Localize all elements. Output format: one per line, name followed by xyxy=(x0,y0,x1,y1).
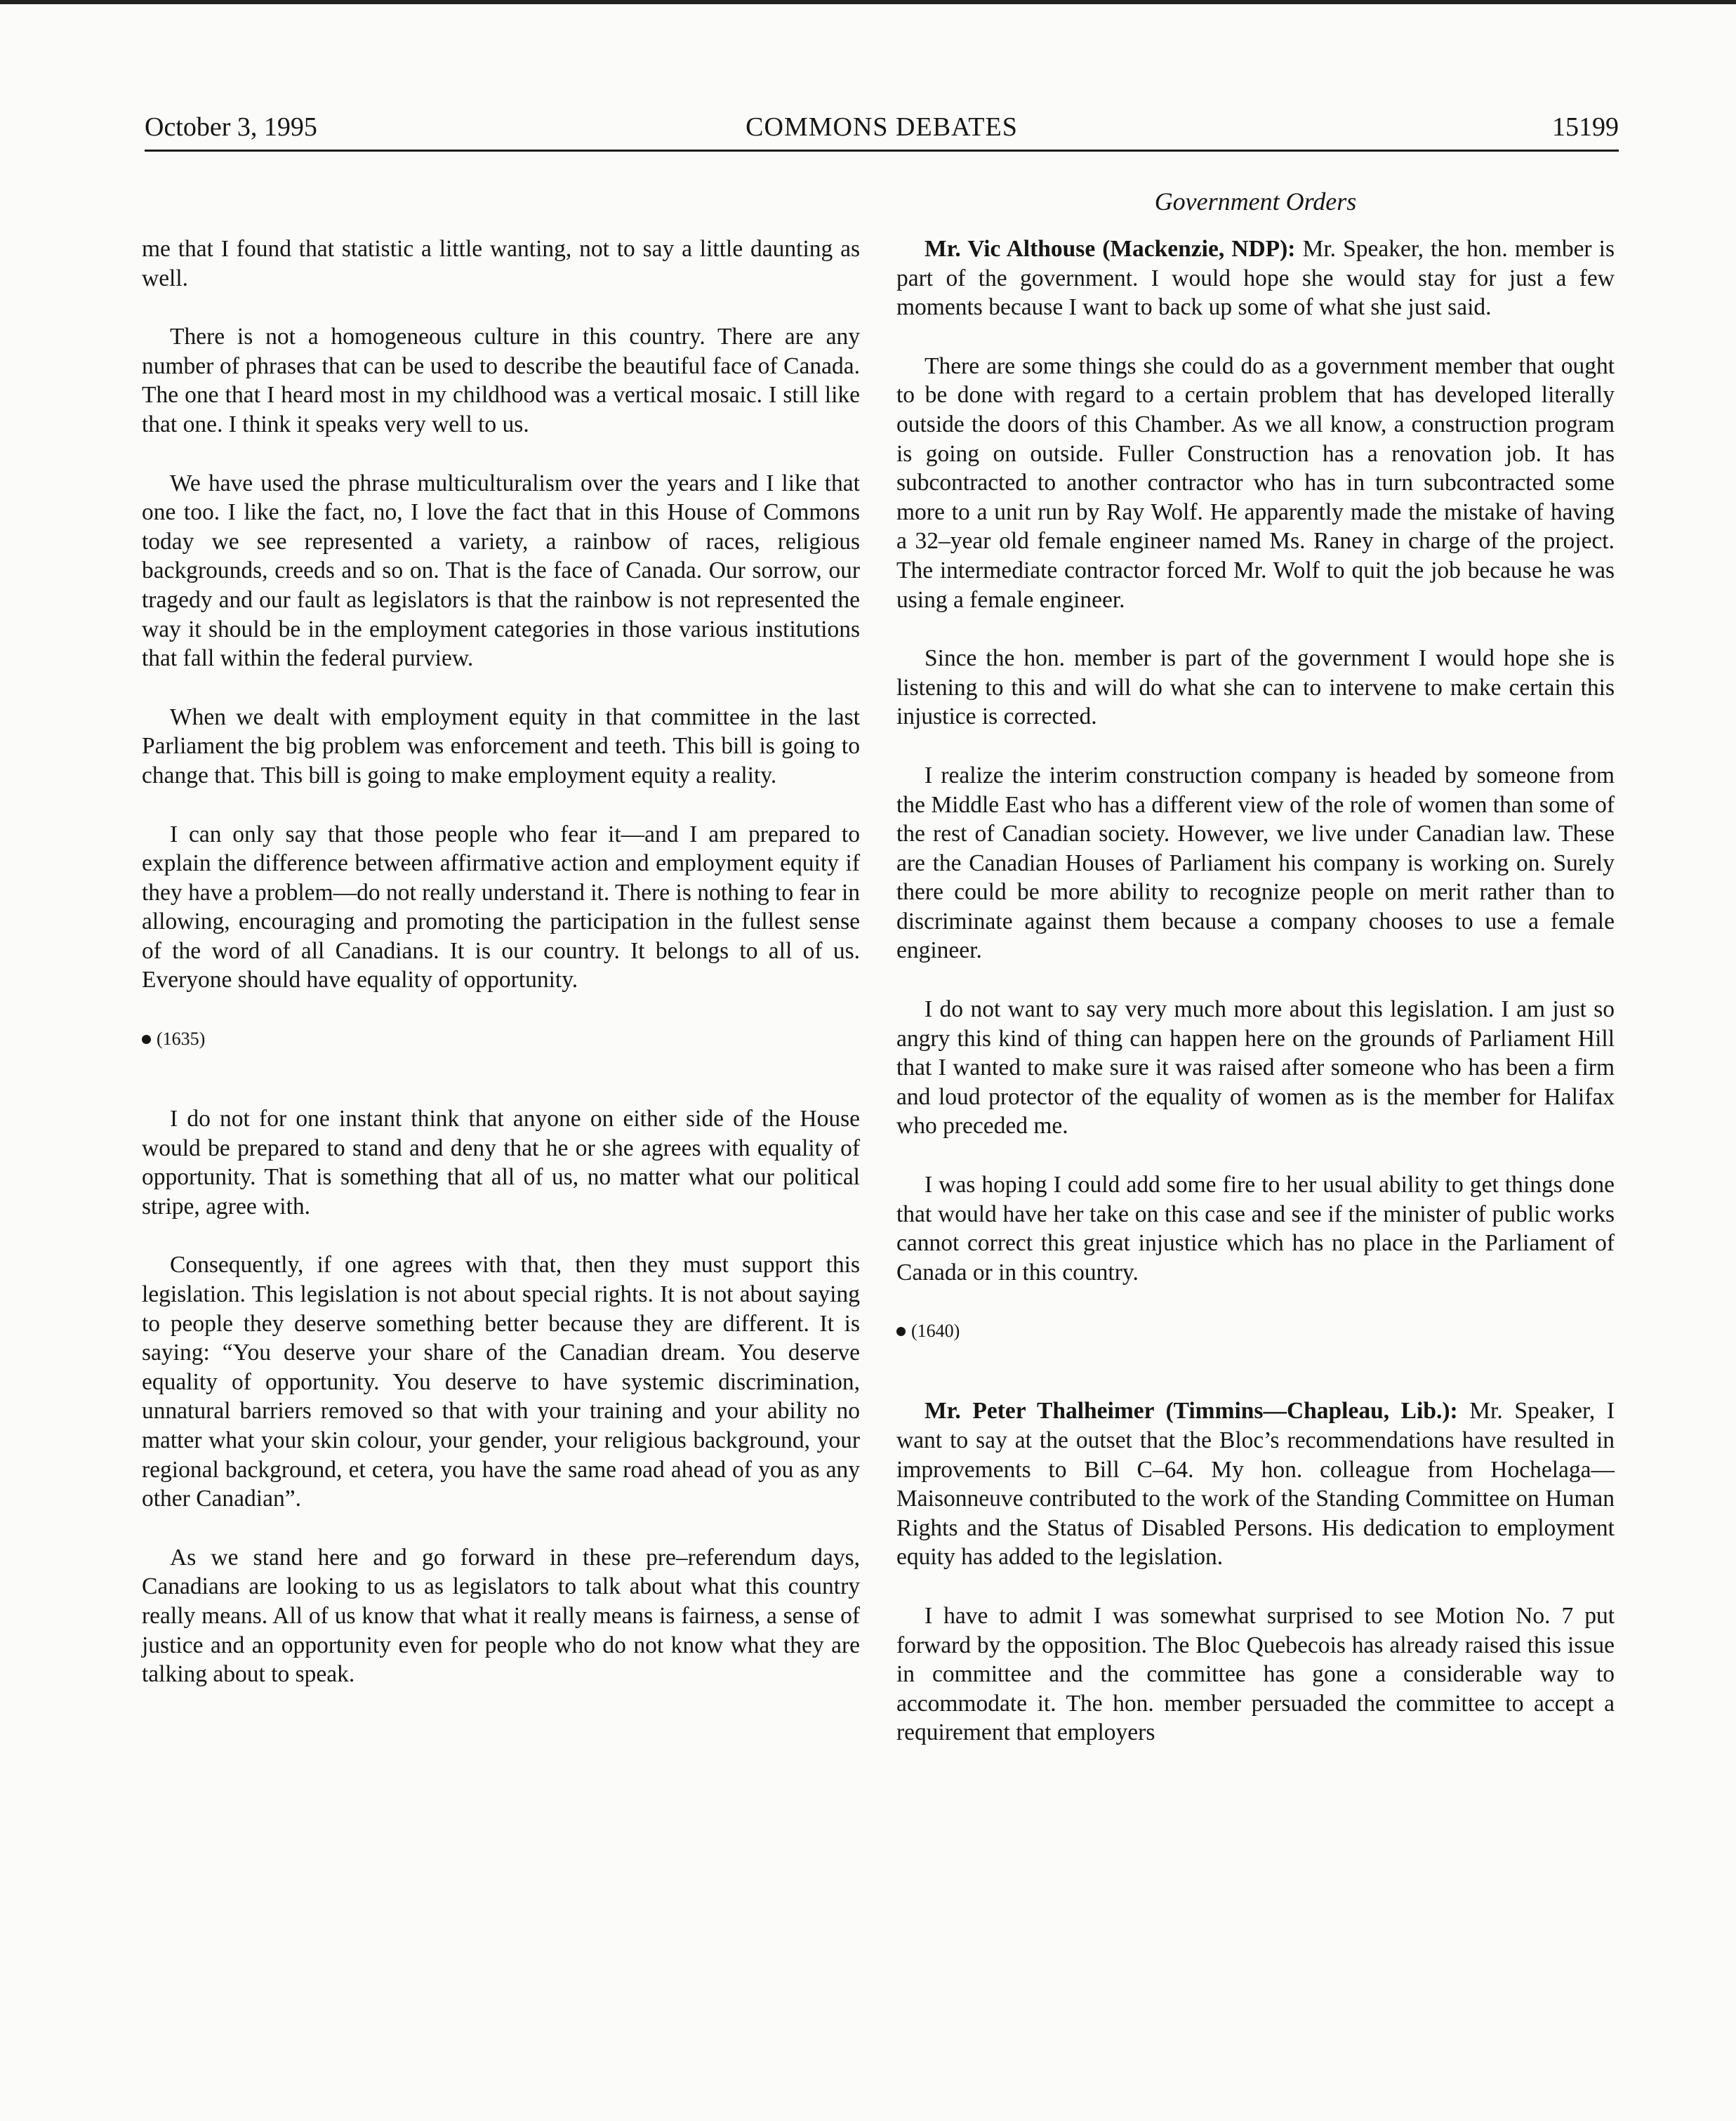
page-header xyxy=(145,105,1619,149)
paragraph: When we dealt with employment equity in that committee in the last Parliament the big problem was enforcement and teeth. This bill is going to change that. This bill is going to make employment equity a reality. xyxy=(142,703,860,788)
speaker-name: Mr. Peter Thalheimer (Timmins—Chapleau, Lib.): xyxy=(925,1398,1458,1425)
time-marker xyxy=(142,1024,860,1054)
paragraph: We have used the phrase multiculturalism over the years and I like that one too. I like the fact, no, I love the fact that in this House of Commons today we see represented a variety, a rainbow of races, religious backgrounds, creeds and so on. That is the face of Canada. Our sorrow, our tragedy and our fault as legislators is that the rainbow is not represented the way it should be in the employment categories in those various institutions that fall within the federal purview. xyxy=(142,470,860,672)
paragraph: I can only say that those people who fear it—and I am prepared to explain the difference between affirmative action and employment equity if they have a problem—do not really understand it. There is nothing to fear in allowing, encouraging and promoting the participation in the fullest sense of the word of all Canadians. It is our country. It belongs to all of us. Everyone should have equality of opportunity. xyxy=(142,821,860,993)
paragraph: There are some things she could do as a government member that ought to be done with regard to a certain problem that has developed literally outside the doors of this Chamber. As we all know, a construction program is going on outside. Fuller Construction has a renovation job. It has subcontracted to another contractor who has in turn subcontracted some more to a unit run by Ray Wolf. He apparently made the mistake of having a 32–year old female engineer named Ms. Raney in charge of the project. The intermediate contractor forced Mr. Wolf to quit the job because he was using a female engineer. xyxy=(896,352,1615,613)
paragraph: I do not for one instant think that anyone on either side of the House would be prepared to stand and deny that he or she agrees with equality of opportunity. That is something that all of us, no matter what our political stripe, agree with. xyxy=(142,1106,860,1220)
time-marker-text: (1635) xyxy=(157,1029,206,1050)
time-marker-text: (1640) xyxy=(911,1321,960,1342)
bullet-icon xyxy=(896,1327,906,1336)
speech-thalheimer xyxy=(896,1396,1615,1572)
left-column xyxy=(142,234,860,1719)
speech-text: Mr. Speaker, the hon. member is part of the government. I would hope she would stay for just a few moments because I want to back up some of what she just said. xyxy=(896,236,1615,321)
paragraph: There is not a homogeneous culture in this country. There are any number of phrases that can be used to describe the beautiful face of Canada. The one that I heard most in my childhood was a vertical mosaic. I still like that one. I think it speaks very well to us. xyxy=(142,324,860,437)
right-column xyxy=(896,234,1615,1777)
bullet-icon xyxy=(142,1035,151,1044)
paragraph: Since the hon. member is part of the government I would hope she is listening to this and will do what she can to intervene to make certain this injustice is corrected. xyxy=(896,645,1615,730)
paragraph: I have to admit I was somewhat surprised to see Motion No. 7 put forward by the opposition. The Bloc Quebecois has already raised this issue in committee and the committee has gone a considerable way to accommodate it. The hon. member persuaded the committee to accept a requirement that employers xyxy=(896,1602,1615,1746)
header-rule xyxy=(145,150,1619,152)
header-date: October 3, 1995 xyxy=(145,112,317,142)
speaker-name: Mr. Vic Althouse (Mackenzie, NDP): xyxy=(925,236,1296,262)
speech-text: Mr. Speaker, I want to say at the outset that the Bloc’s recommendations have resulted in improvements to Bill C–64. My hon. colleague from Hochelaga—Maisonneuve contributed to the work of the Standing Committee on Human Rights and the Status of Disabled Persons. His dedication to employment equity has added to the legislation. xyxy=(896,1398,1615,1571)
header-journal-title: COMMONS DEBATES xyxy=(746,112,1018,142)
paragraph: I do not want to say very much more about this legislation. I am just so angry this kind of thing can happen here on the grounds of Parliament Hill that I wanted to make sure it was raised after someone who has been a firm and loud protector of the equality of women as is the member for Halifax who preceded me. xyxy=(896,996,1615,1139)
paragraph: I realize the interim construction company is headed by someone from the Middle East who has a different view of the role of women than some of the rest of Canadian society. However, we live under Canadian law. These are the Canadian Houses of Parliament his company is working on. Surely there could be more ability to recognize people on merit rather than to discriminate against them because a company chooses to use a female engineer. xyxy=(896,762,1615,964)
paragraph: me that I found that statistic a little wanting, not to say a little daunting as well. xyxy=(142,236,860,291)
paragraph: I was hoping I could add some fire to her usual ability to get things done that would have her take on this case and see if the minister of public works cannot correct this great injustice which has no place in the Parliament of Canada or in this country. xyxy=(896,1172,1615,1286)
top-border xyxy=(0,0,1736,4)
paragraph: Consequently, if one agrees with that, then they must support this legislation. This legislation is not about special rights. It is not about saying to people they deserve something better because they are different. It is saying: “You deserve your share of the Canadian dream. You deserve equality of opportunity. You deserve to have systemic discrimination, unnatural barriers removed so that with your training and your ability no matter what your skin colour, your gender, your religious background, your regional background, et cetera, you have the same road ahead of you as any other Canadian”. xyxy=(142,1252,860,1512)
time-marker xyxy=(896,1316,1615,1346)
header-page-number: 15199 xyxy=(1552,112,1619,142)
section-title: Government Orders xyxy=(1154,187,1357,216)
paragraph: As we stand here and go forward in these pre–referendum days, Canadians are looking to us as legislators to talk about what this country really means. All of us know that what it really means is fairness, a sense of justice and an opportunity even for people who do not know what they are talking about to speak. xyxy=(142,1544,860,1688)
speech-althouse xyxy=(896,234,1615,322)
